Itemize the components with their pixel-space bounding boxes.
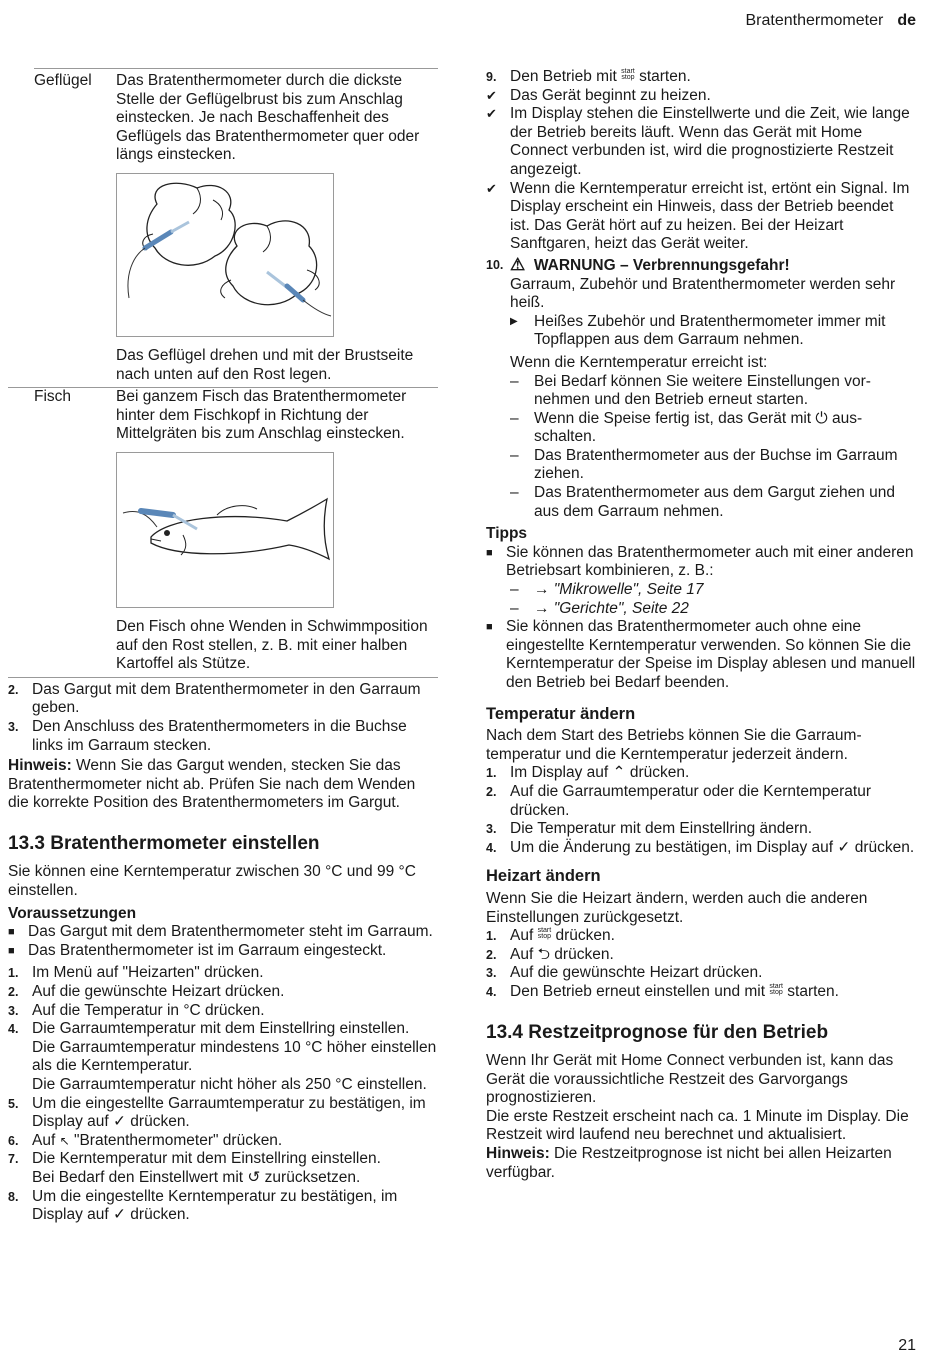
start-stop-icon-top: start — [537, 927, 552, 935]
step-number: 6. — [8, 1133, 19, 1148]
step-8 — [8, 1188, 438, 1225]
step-subtext: Die Garraumtemperatur nicht höher als 250 °C einstellen. — [32, 1076, 427, 1093]
dash-marker: – — [510, 409, 519, 427]
fish-after-image: Den Fisch ohne Wenden in Schwimmposition auf den Rost stellen, z. B. mit einer halben Kartoffel als Stütze. — [116, 617, 428, 673]
step-text: Auf die gewünschte Heizart drücken. — [32, 983, 285, 1001]
tip-item — [486, 544, 916, 581]
table-category-fish: Fisch — [34, 388, 72, 406]
step-number: 5. — [8, 1096, 19, 1111]
step-text — [32, 1188, 438, 1225]
bullet-square-icon: ■ — [486, 546, 493, 559]
step-text: Auf die Garraumtemperatur oder die Kerntemperatur drücken. — [510, 782, 871, 819]
fish-instruction: Bei ganzem Fisch das Bratenthermometer hinter dem Fischkopf in Richtung der Mittelgräten bis zum Anschlag einstecken. — [116, 388, 407, 443]
warning-action — [510, 313, 916, 350]
step-body — [32, 1020, 438, 1094]
step-text-part: Bei Bedarf den Einstellwert mit — [32, 1168, 248, 1186]
section-13-3-steps — [8, 964, 438, 1224]
bullet-square-icon: ■ — [486, 621, 493, 634]
note-label: Hinweis: — [8, 757, 72, 775]
poultry-instruction: Das Bratenthermometer durch die dickste Stelle der Geflügelbrust bis zum Anschlag einstecken. Je nach Beschaffenheit des Geflügels das Bratenthermometer quer oder längs einstecken. — [116, 72, 420, 164]
step-text: Die Kerntemperatur mit dem Einstellring einstellen. — [32, 1150, 381, 1168]
tips-heading: Tipps — [486, 525, 528, 543]
step-3 — [8, 718, 438, 755]
warning-action-text: Heißes Zubehör und Bratenthermometer immer mit Topflappen aus dem Garraum nehmen. — [534, 312, 886, 349]
poultry-thermometer-image — [117, 174, 333, 336]
step-text-part: drücken. — [551, 927, 615, 945]
step-number: 1. — [486, 929, 497, 944]
step-number: 1. — [8, 966, 19, 981]
step-text — [510, 983, 839, 1002]
option-item — [510, 373, 916, 410]
step-text — [32, 1095, 438, 1132]
step-text: Den Anschluss des Bratenthermometers in die Buchse links im Garraum stecken. — [32, 717, 407, 754]
table-row-poultry — [8, 69, 438, 384]
temperature-change-intro: Nach dem Start des Betriebs können Sie die Garraumtemperatur und die Kerntemperatur jederzeit ändern. — [486, 727, 862, 763]
step-text-part: Um die eingestellte Kerntemperatur zu bestätigen, im Display auf — [32, 1187, 398, 1224]
left-column — [8, 68, 438, 1225]
step-9 — [486, 68, 916, 87]
step-text — [510, 946, 614, 965]
step-text — [32, 1132, 282, 1151]
step-text: Die Temperatur mit dem Einstellring ändern. — [510, 820, 813, 838]
step-1 — [8, 964, 438, 983]
step-number: 2. — [486, 947, 497, 962]
start-stop-icon-bottom: stop — [537, 933, 551, 941]
prereq-item — [8, 923, 438, 942]
step-text-part: starten. — [782, 982, 839, 1000]
bullet-square-icon: ■ — [8, 944, 15, 957]
thermometer-probe-icon: ↖ — [59, 1133, 70, 1148]
option-text: Das Bratenthermometer aus dem Gargut ziehen und aus dem Garraum nehmen. — [534, 484, 895, 520]
step-subtext: Die Garraumtemperatur mindestens 10 °C höher einstellen als die Kerntemperatur. — [32, 1038, 437, 1075]
step-number: 3. — [486, 822, 497, 837]
option-text — [534, 410, 916, 447]
step-text-part: Den Betrieb erneut einstellen und mit — [510, 982, 770, 1000]
prereq-item — [8, 942, 438, 961]
step-number: 2. — [486, 784, 497, 799]
step-6 — [8, 1132, 438, 1151]
start-stop-icon-bottom: stop — [769, 988, 783, 996]
step-4 — [486, 839, 916, 858]
step-7 — [8, 1150, 438, 1187]
option-item — [510, 410, 916, 447]
back-arrow-icon: ⮌ — [537, 945, 550, 963]
step-text-part: drücken. — [625, 764, 690, 782]
tip-text: Sie können das Bratenthermometer auch mit einer anderen Betriebsart kombinieren, z. B.: — [506, 543, 914, 580]
section-13-4-paragraph: Wenn Ihr Gerät mit Home Connect verbunden ist, kann das Gerät die voraussichtliche Restzeit des Garvorgangs prognostizieren. — [486, 1052, 894, 1107]
link-dishes[interactable]: → "Gerichte", Seite 22 — [534, 599, 689, 617]
fish-illustration — [116, 452, 334, 608]
step-text-part: Im Display auf — [510, 764, 613, 782]
warning-text: Garraum, Zubehör und Bratenthermometer werden sehr heiß. — [510, 275, 896, 312]
option-text-part: Wenn die Speise fertig ist, das Gerät mit — [534, 409, 816, 427]
step-2 — [8, 983, 438, 1002]
start-stop-icon-top: start — [769, 982, 783, 990]
result-item — [486, 87, 916, 106]
step-text-part: starten. — [634, 68, 691, 85]
note-label: Hinweis: — [486, 1145, 550, 1163]
dash-marker: – — [510, 599, 519, 617]
bullet-square-icon: ■ — [8, 926, 15, 939]
step-number: 10. — [486, 257, 504, 272]
step-4 — [8, 1020, 438, 1094]
step-text-part: zurücksetzen. — [260, 1168, 361, 1186]
table-desc-poultry — [116, 72, 438, 384]
step-number: 3. — [486, 966, 497, 981]
result-item — [486, 105, 916, 179]
step-2 — [8, 681, 438, 718]
table-bottom-rule — [8, 677, 438, 678]
note-text: Die Restzeitprognose ist nicht bei allen Heizarten verfügbar. — [486, 1145, 892, 1181]
power-icon: ⏻ — [815, 409, 828, 427]
step-text-part: Auf — [32, 1131, 60, 1149]
poultry-illustration — [116, 173, 334, 337]
page-number: 21 — [898, 1337, 916, 1354]
step-number: 9. — [486, 70, 497, 84]
step-number: 2. — [8, 682, 19, 697]
step-text-part: drücken. — [850, 838, 915, 856]
tip-item — [486, 618, 916, 692]
step-text-part: Auf — [510, 927, 538, 945]
prereq-text: Das Gargut mit dem Bratenthermometer steht im Garraum. — [28, 923, 433, 941]
fish-thermometer-image — [117, 453, 333, 607]
checkmark-icon: ✓ — [112, 1113, 126, 1131]
table-category-poultry: Geflügel — [34, 72, 92, 89]
heating-mode-change-intro: Wenn Sie die Heizart ändern, werden auch die anderen Einstellungen zurückgesetzt. — [486, 889, 868, 926]
result-item — [486, 180, 916, 254]
start-stop-icon-bottom: stop — [621, 74, 635, 81]
result-check-icon: ✔ — [486, 106, 497, 122]
step-text-part: drücken. — [550, 945, 614, 963]
temperature-change-heading: Temperatur ändern — [486, 704, 636, 723]
step-text-part: Um die Änderung zu bestätigen, im Display auf — [510, 838, 838, 856]
header-language: de — [897, 12, 916, 29]
step-text — [510, 839, 914, 858]
start-stop-icon-top: start — [621, 68, 635, 75]
step-text — [510, 764, 689, 783]
dash-marker: – — [510, 484, 519, 502]
prereq-text: Das Bratenthermometer ist im Garraum eingesteckt. — [28, 941, 387, 959]
step-text: Das Gargut mit dem Bratenthermometer in den Garraum geben. — [32, 680, 421, 717]
start-stop-icon — [621, 69, 635, 81]
step-1 — [486, 764, 916, 783]
checkmark-icon: ✓ — [112, 1206, 126, 1224]
table-row-fish — [8, 388, 438, 674]
action-arrow-icon: ▶ — [510, 315, 518, 327]
step-number: 3. — [8, 719, 19, 734]
warning-title: WARNUNG – Verbrennungsgefahr! — [533, 256, 790, 274]
step-number: 7. — [8, 1152, 19, 1167]
step-number: 1. — [486, 766, 497, 781]
step-text: Auf die Temperatur in °C drücken. — [32, 1001, 265, 1019]
section-13-3-intro: Sie können eine Kerntemperatur zwischen 30 °C und 99 °C einstellen. — [8, 863, 416, 900]
start-stop-icon — [538, 928, 552, 940]
dash-marker: – — [510, 581, 519, 599]
table-desc-fish — [116, 388, 438, 674]
step-2 — [486, 946, 916, 965]
step-text-part: Um die eingestellte Garraumtemperatur zu bestätigen, im Display auf — [32, 1094, 426, 1131]
heating-mode-change-heading: Heizart ändern — [486, 867, 601, 886]
step-number: 2. — [8, 985, 19, 1000]
step-text — [510, 68, 691, 87]
dash-marker: – — [510, 446, 519, 464]
running-header — [745, 12, 916, 30]
header-title: Bratenthermometer — [745, 12, 884, 29]
step-text-part: Auf — [510, 945, 538, 963]
step-3 — [8, 1002, 438, 1021]
step-text-part: drücken. — [125, 1113, 190, 1131]
warning-heading — [510, 256, 790, 276]
step-text-part: "Bratenthermometer" drücken. — [69, 1131, 283, 1149]
dash-marker: – — [510, 372, 519, 390]
step-number: 8. — [8, 1189, 19, 1204]
core-temp-reached-text: Wenn die Kerntemperatur erreicht ist: — [510, 353, 768, 371]
prerequisites-heading: Voraussetzungen — [8, 904, 137, 922]
note-turning — [8, 757, 438, 813]
start-stop-icon — [769, 984, 783, 996]
step-text-part: Den Betrieb mit — [510, 68, 622, 85]
step-number: 4. — [8, 1022, 19, 1037]
step-subtext — [32, 1169, 381, 1188]
right-column — [486, 68, 916, 1182]
step-5 — [8, 1095, 438, 1132]
step-3 — [486, 964, 916, 983]
step-1 — [486, 927, 916, 946]
option-text-part: ausschalten. — [534, 409, 863, 446]
option-text: Das Bratenthermometer aus der Buchse im Garraum ziehen. — [534, 446, 898, 483]
step-text: Auf die gewünschte Heizart drücken. — [510, 964, 763, 982]
chevron-up-icon: ⌃ — [612, 764, 626, 782]
section-13-4-title: 13.4 Restzeitprognose für den Betrieb — [486, 1021, 829, 1043]
step-10 — [486, 256, 916, 276]
result-text: Das Gerät beginnt zu heizen. — [510, 86, 711, 104]
tip-link-item — [510, 581, 916, 600]
step-2 — [486, 783, 916, 820]
option-text: Bei Bedarf können Sie weitere Einstellungen vornehmen und den Betrieb erneut starten. — [534, 372, 871, 409]
reset-icon: ↺ — [247, 1168, 261, 1186]
poultry-after-image: Das Geflügel drehen und mit der Brustseite nach unten auf den Rost legen. — [116, 346, 414, 383]
warning-triangle-icon: ⚠ — [510, 254, 526, 274]
option-item — [510, 447, 916, 484]
step-text-part: drücken. — [125, 1206, 190, 1224]
left-steps — [8, 681, 438, 755]
result-check-icon: ✔ — [486, 180, 497, 196]
step-number: 4. — [486, 984, 497, 999]
step-text: Im Menü auf "Heizarten" drücken. — [32, 964, 264, 982]
result-check-icon: ✔ — [486, 87, 497, 103]
section-13-3-title: 13.3 Bratenthermometer einstellen — [8, 832, 320, 854]
result-text: Wenn die Kerntemperatur erreicht ist, ertönt ein Signal. Im Display erscheint ein Hinweis, dass der Betrieb beendet ist. Das Gerät hört auf zu heizen. Bei der Heizart Sanftgaren, heizt das Gerät weiter. — [510, 179, 910, 253]
section-13-4-paragraph: Die erste Restzeit erscheint nach ca. 1 Minute im Display. Die Restzeit wird laufend neu berechnet und aktualisiert. — [486, 1107, 909, 1144]
step-3 — [486, 820, 916, 839]
option-item — [510, 484, 916, 521]
note-forecast — [486, 1145, 916, 1182]
step-4 — [486, 983, 916, 1002]
tip-text: Sie können das Bratenthermometer auch ohne eine eingestellte Kerntemperatur verwenden. So können Sie die Kerntemperatur der Speise im Display ablesen und manuell den Betrieb bei Bedarf beenden. — [506, 618, 916, 691]
step-number: 3. — [8, 1003, 19, 1018]
result-text: Im Display stehen die Einstellwerte und die Zeit, wie lange der Betrieb bereits läuft. Wenn das Gerät mit Home Connect verbunden ist, wird die prognostizierte Restzeit angezeigt. — [510, 105, 910, 178]
step-body — [32, 1150, 381, 1187]
step-number: 4. — [486, 840, 497, 855]
tip-link-item — [510, 600, 916, 619]
note-text: Wenn Sie das Gargut wenden, stecken Sie das Bratenthermometer nicht ab. Prüfen Sie nach dem Wenden die korrekte Position des Bratenthermometers im Gargut. — [8, 757, 416, 812]
link-microwave[interactable]: → "Mikrowelle", Seite 17 — [534, 581, 704, 599]
step-text — [510, 927, 615, 946]
step-text: Die Garraumtemperatur mit dem Einstellring einstellen. — [32, 1020, 410, 1038]
checkmark-icon: ✓ — [837, 838, 851, 856]
